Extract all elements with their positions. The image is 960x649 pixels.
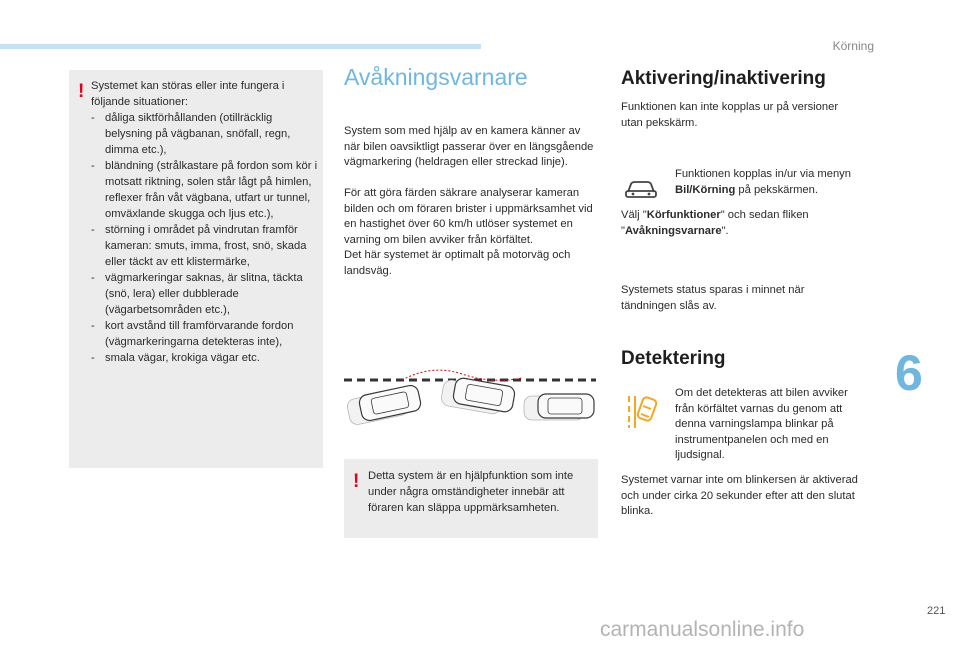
top-accent-bar [0,44,481,49]
warning-attention-text: Detta system är en hjälpfunktion som inte under några omständigheter innebär att föraren kan släppa uppmärksamheten. [368,470,574,514]
avakning-paragraph-1: System som med hjälp av en kamera känner av när bilen oavsiktligt passerar över en längsgående vägmarkering (heldragen eller streckad linje). [344,125,594,169]
warning-box-conditions [69,70,323,468]
list-item: - vägmarkeringar saknas, är slitna, täckta (snö, lera) eller dubblerade (vägarbetsområden etc.), [91,270,319,318]
detektering-paragraph-1: Om det detekteras att bilen avviker från körfältet varnas du genom att denna varningslampa blinkar på instrumentpanelen och med en ljudsignal. [675,387,848,462]
aktivering-status-text: Systemets status sparas i minnet när tändningen slås av. [621,284,805,312]
lane-departure-lamp-icon [624,392,662,430]
detektering-paragraph-2: Systemet varnar inte om blinkersen är aktiverad och under cirka 20 sekunder efter att den slutat blinka. [621,474,858,518]
warning-list [91,110,319,366]
select-text-post: ". [721,224,729,237]
warning-box-attention [344,459,598,538]
car-icon [624,178,658,200]
heading-avakningsvarnare: Avåkningsvarnare [344,64,528,90]
aktivering-select-text [621,208,861,239]
avakning-paragraph-3: Det här systemet är optimalt på motorväg och landsväg. [344,249,571,277]
aktivering-paragraph-1: Funktionen kan inte kopplas ur på versioner utan pekskärm. [621,101,839,129]
menu-text-pre: Funktionen kopplas in/ur via menyn [675,168,851,180]
exclamation-icon: ! [78,81,85,102]
list-item: - dåliga siktförhållanden (otillräcklig belysning på vägbanan, snöfall, regn, dimma etc.), [91,110,319,158]
list-item: - smala vägar, krokiga vägar etc. [91,350,319,366]
list-item: - kort avstånd till framförvarande fordon (vägmarkeringarna detekteras inte), [91,318,319,350]
select-bold-avakningsvarnare: Avåkningsvarnare [624,224,722,237]
list-item: - bländning (strålkastare på fordon som kör i motsatt riktning, solen står lågt på himlen, reflexer från våt vägbana, utfart ur tunnel, omväxlande skugga och ljus etc.), [91,158,319,222]
aktivering-menu-text [675,167,875,198]
heading-detektering: Detektering [621,348,726,369]
menu-text-post: på pekskärmen. [738,183,818,196]
warning-intro: Systemet kan störas eller inte fungera i följande situationer: [91,80,285,108]
lane-departure-illustration [342,360,598,426]
select-text-pre: Välj " [621,209,647,221]
select-bold-korfunktioner: Körfunktioner [646,209,721,221]
heading-aktivering: Aktivering/inaktivering [621,68,826,89]
list-item: - störning i området på vindrutan framför kameran: smuts, imma, frost, snö, skada eller täckt av ett klistermärke, [91,222,319,270]
avakning-paragraph-2: För att göra färden säkrare analyserar kameran bilden och om föraren brister i uppmärksamhet vid en hastighet över 60 km/h utlöser systemet en varning om bilen avviker från körfältet. [344,187,593,246]
exclamation-icon: ! [353,471,360,492]
page-number: 221 [927,605,946,617]
warning-content [91,78,319,366]
watermark: carmanualsonline.info [600,618,805,641]
chapter-number: 6 [895,345,923,401]
select-text-mid: " och sedan fliken " [621,209,809,237]
section-title: Körning [832,39,874,53]
menu-path-bold: Bil/Körning [675,183,736,196]
